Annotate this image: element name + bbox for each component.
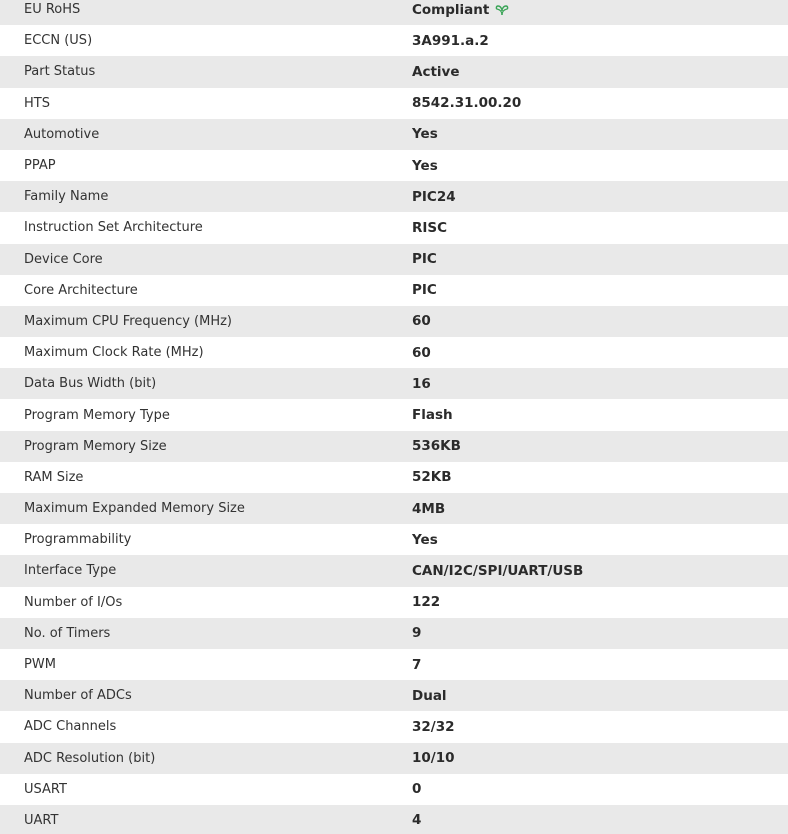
spec-value: 0 xyxy=(412,781,422,798)
spec-value: 3A991.a.2 xyxy=(412,32,489,49)
spec-value: 4 xyxy=(412,812,422,829)
spec-label: Maximum CPU Frequency (MHz) xyxy=(24,313,232,329)
spec-label: Interface Type xyxy=(24,563,117,579)
spec-row-data-bus-width xyxy=(0,368,788,399)
spec-row-eccn xyxy=(0,25,788,56)
spec-row-usart xyxy=(0,774,788,805)
spec-value: 536KB xyxy=(412,438,461,455)
spec-row-automotive xyxy=(0,119,788,150)
spec-value: Yes xyxy=(412,126,438,143)
spec-row-uart xyxy=(0,805,788,834)
spec-row-adc-channels xyxy=(0,711,788,742)
spec-row-max-clock-rate xyxy=(0,337,788,368)
spec-label: USART xyxy=(24,781,67,797)
spec-row-family-name xyxy=(0,181,788,212)
spec-label: Number of I/Os xyxy=(24,594,123,610)
spec-value-text: Compliant xyxy=(412,1,490,18)
spec-value: Flash xyxy=(412,407,453,424)
spec-value: Yes xyxy=(412,531,438,548)
leaf-icon xyxy=(495,4,509,16)
spec-row-no-of-timers xyxy=(0,618,788,649)
spec-value: PIC xyxy=(412,251,437,268)
spec-row-pwm xyxy=(0,649,788,680)
spec-label: Program Memory Type xyxy=(24,407,170,423)
spec-value: 16 xyxy=(412,375,431,392)
spec-label: Device Core xyxy=(24,251,103,267)
spec-label: Program Memory Size xyxy=(24,438,167,454)
spec-value: CAN/I2C/SPI/UART/USB xyxy=(412,562,584,579)
spec-value: 122 xyxy=(412,594,441,611)
spec-value: RISC xyxy=(412,219,448,236)
spec-value: 8542.31.00.20 xyxy=(412,95,522,112)
spec-label: Number of ADCs xyxy=(24,688,132,704)
spec-row-interface-type xyxy=(0,555,788,586)
spec-label: ECCN (US) xyxy=(24,33,93,49)
spec-row-hts xyxy=(0,88,788,119)
spec-label: HTS xyxy=(24,95,50,111)
spec-row-max-expanded-memory xyxy=(0,493,788,524)
spec-label: Data Bus Width (bit) xyxy=(24,376,157,392)
spec-value: 7 xyxy=(412,656,422,673)
spec-label: ADC Resolution (bit) xyxy=(24,750,156,766)
spec-row-program-memory-type xyxy=(0,399,788,430)
spec-row-number-of-ios xyxy=(0,587,788,618)
spec-row-adc-resolution xyxy=(0,743,788,774)
spec-row-ppap xyxy=(0,150,788,181)
spec-label: No. of Timers xyxy=(24,625,111,641)
spec-value: 10/10 xyxy=(412,750,455,767)
spec-label: RAM Size xyxy=(24,469,84,485)
spec-row-program-memory-size xyxy=(0,431,788,462)
spec-row-core-architecture xyxy=(0,275,788,306)
spec-row-part-status xyxy=(0,56,788,87)
spec-value xyxy=(388,2,509,18)
spec-value: 4MB xyxy=(412,500,446,517)
spec-value: 9 xyxy=(412,625,422,642)
spec-row-ram-size xyxy=(0,462,788,493)
spec-row-device-core xyxy=(0,244,788,275)
spec-label: Part Status xyxy=(24,64,96,80)
spec-label: Maximum Clock Rate (MHz) xyxy=(24,345,204,361)
spec-label: Automotive xyxy=(24,126,100,142)
spec-value: 60 xyxy=(412,344,431,361)
spec-label: Core Architecture xyxy=(24,282,138,298)
spec-label: Instruction Set Architecture xyxy=(24,220,203,236)
spec-value: PIC24 xyxy=(412,188,456,205)
spec-value: Active xyxy=(412,63,460,80)
spec-row-instruction-set xyxy=(0,212,788,243)
spec-value: Dual xyxy=(412,687,447,704)
spec-value: PIC xyxy=(412,282,437,299)
spec-value: Yes xyxy=(412,157,438,174)
spec-value: 60 xyxy=(412,313,431,330)
spec-label: ADC Channels xyxy=(24,719,117,735)
spec-label: Family Name xyxy=(24,189,109,205)
spec-row-eu-rohs xyxy=(0,0,788,25)
spec-value: 52KB xyxy=(412,469,452,486)
spec-label: PWM xyxy=(24,657,56,673)
spec-value: 32/32 xyxy=(412,718,455,735)
spec-label: UART xyxy=(24,812,59,828)
spec-label: EU RoHS xyxy=(24,2,81,18)
spec-label: PPAP xyxy=(24,158,56,174)
spec-label: Programmability xyxy=(24,532,132,548)
spec-label: Maximum Expanded Memory Size xyxy=(24,501,245,517)
spec-row-max-cpu-frequency xyxy=(0,306,788,337)
spec-row-number-of-adcs xyxy=(0,680,788,711)
spec-row-programmability xyxy=(0,524,788,555)
